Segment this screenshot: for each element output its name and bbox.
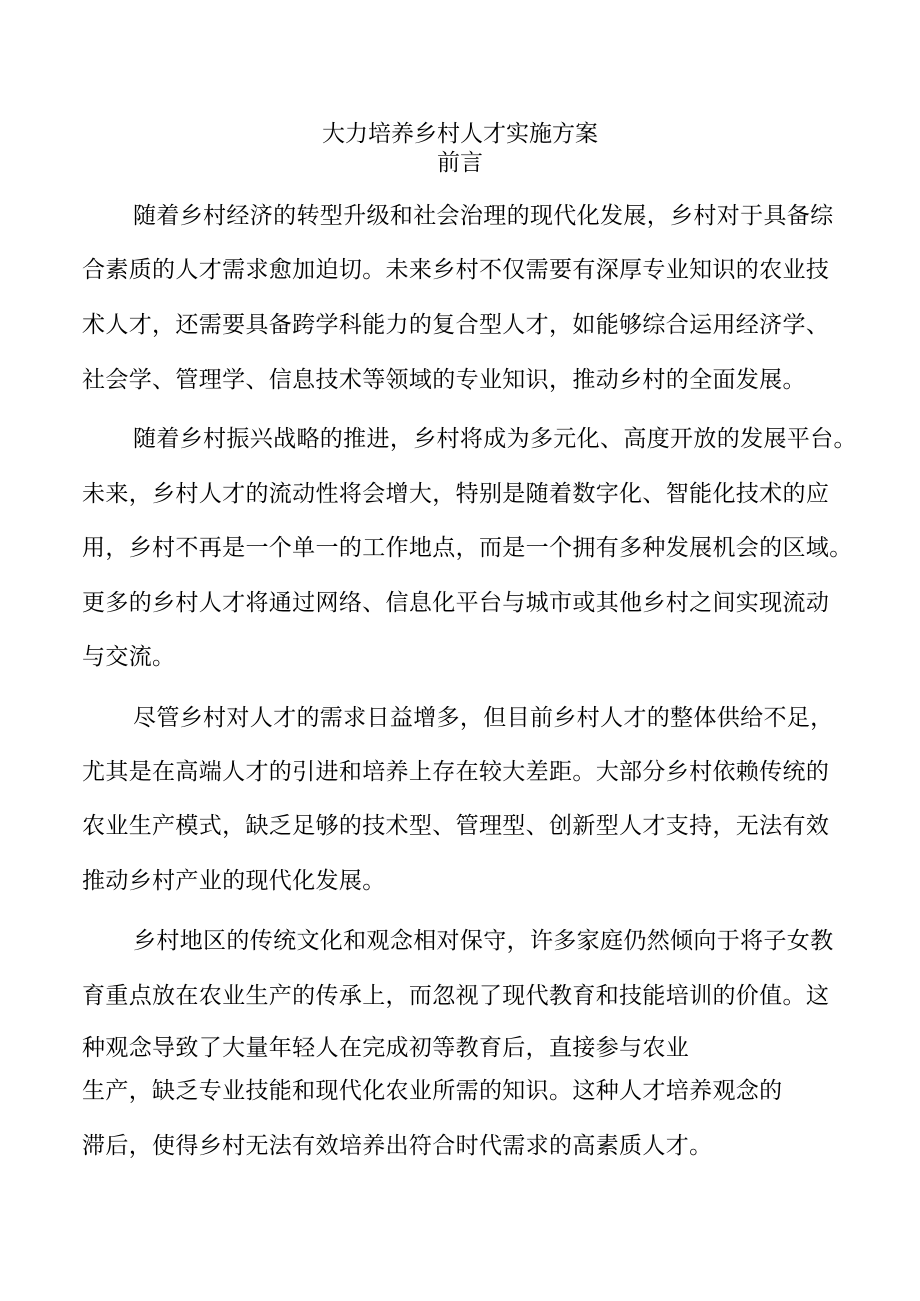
paragraph-line: 尤其是在高端人才的引进和培养上存在较大差距。大部分乡村依赖传统的 [82,759,830,785]
paragraph-line: 滞后，使得乡村无法有效培养出符合时代需求的高素质人才。 [82,1133,713,1159]
paragraph-line: 与交流。 [82,644,176,670]
section-heading: 前言 [437,150,483,176]
paragraph-line: 术人才，还需要具备跨学科能力的复合型人才，如能够综合运用经济学、 [82,312,830,338]
paragraph-line: 乡村地区的传统文化和观念相对保守，许多家庭仍然倾向于将子女教 [133,928,834,954]
paragraph-line: 尽管乡村对人才的需求日益增多，但目前乡村人才的整体供给不足， [133,705,834,731]
paragraph-line: 农业生产模式，缺乏足够的技术型、管理型、创新型人才支持，无法有效 [82,813,830,839]
paragraph-line: 生产，缺乏专业技能和现代化农业所需的知识。这种人才培养观念的 [82,1078,783,1104]
paragraph-line: 合素质的人才需求愈加迫切。未来乡村不仅需要有深厚专业知识的农业技 [82,257,830,283]
paragraph-line: 随着乡村振兴战略的推进，乡村将成为多元化、高度开放的发展平台。 [133,426,857,452]
paragraph-line: 社会学、管理学、信息技术等领域的专业知识，推动乡村的全面发展。 [82,367,806,393]
paragraph-line: 推动乡村产业的现代化发展。 [82,868,386,894]
paragraph-line: 未来，乡村人才的流动性将会增大，特别是随着数字化、智能化技术的应 [82,481,830,507]
paragraph-line: 随着乡村经济的转型升级和社会治理的现代化发展，乡村对于具备综 [133,203,834,229]
document-title: 大力培养乡村人才实施方案 [322,121,598,147]
paragraph-line: 用，乡村不再是一个单一的工作地点，而是一个拥有多种发展机会的区域。 [82,535,853,561]
paragraph-line: 更多的乡村人才将通过网络、信息化平台与城市或其他乡村之间实现流动 [82,590,830,616]
paragraph-line: 种观念导致了大量年轻人在完成初等教育后，直接参与农业 [82,1035,690,1061]
paragraph-line: 育重点放在农业生产的传承上，而忽视了现代教育和技能培训的价值。这 [82,983,830,1009]
